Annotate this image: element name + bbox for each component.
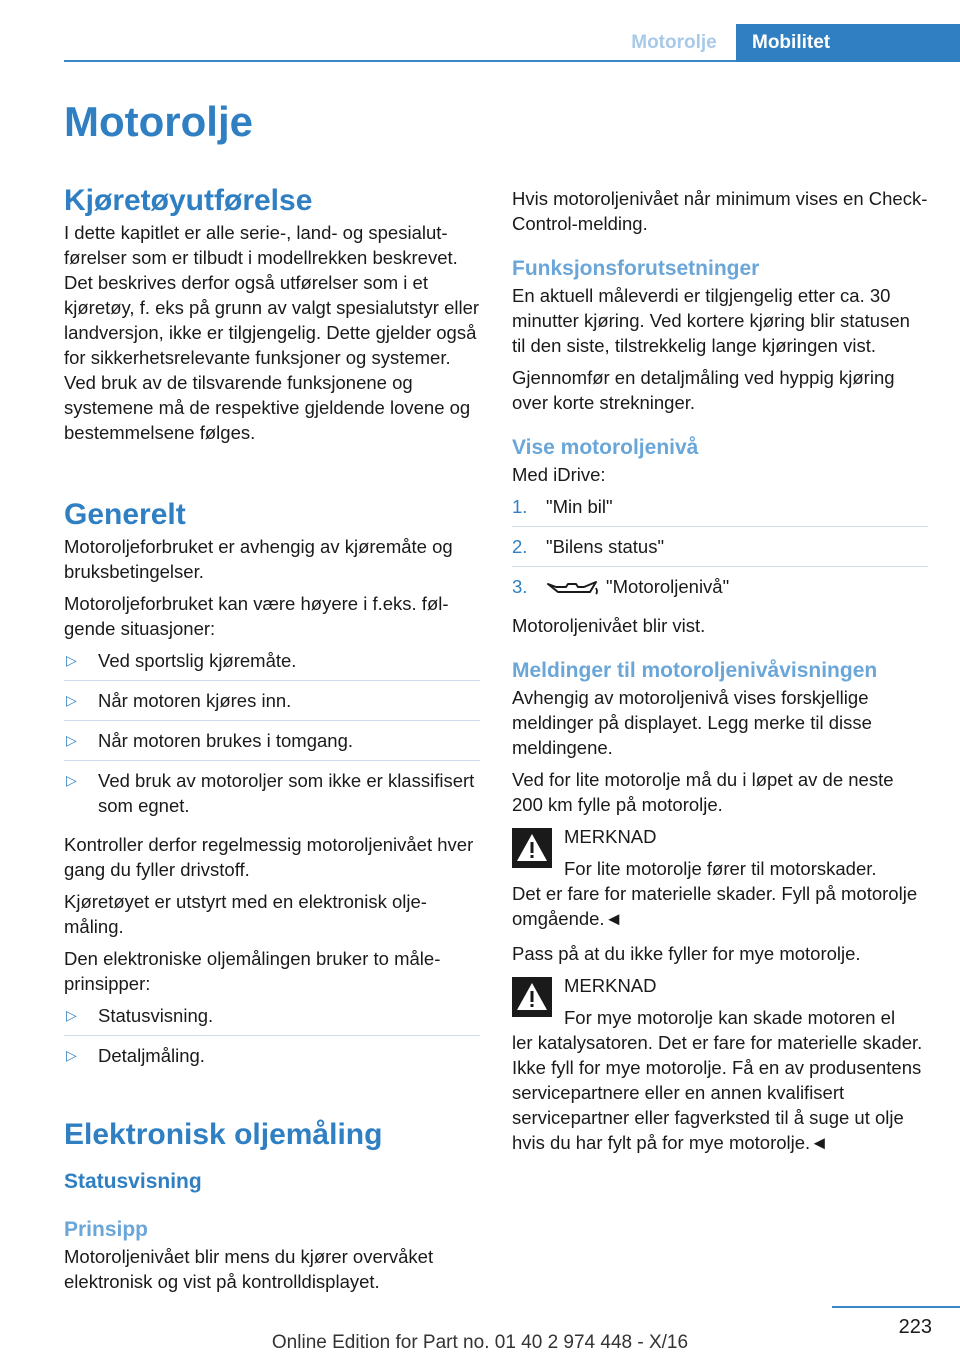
- triangle-bullet-icon: ▷: [66, 1047, 77, 1063]
- notice-too-little-oil: [512, 824, 928, 931]
- notice-label: MERKNAD: [564, 826, 657, 847]
- list-item: ▷ Ved sportslig kjøremåte.: [64, 648, 480, 681]
- paragraph: I dette kapitlet er alle serie-, land- og spesialutførelser som er tilbudt i modellrekken beskrevet. Det beskrives derfor også utførelser som i et kjøretøy, f. eks på grunn av valgt spesialutstyr eller landversjon, ikke er tilgjengelig. Dette gjelder også for sikkerhetsrelevante funksjoner og systemer. Ved bruk av de tilsvarende funksjonene og systemene må de respektive gjeldende lovene og bestemmelsene følges.: [64, 222, 480, 443]
- consumption-list: [64, 648, 480, 825]
- subheading-function-requirements: Funksjonsforutsetninger: [512, 257, 760, 280]
- triangle-bullet-icon: ▷: [66, 1007, 77, 1023]
- list-item: ▷ Detaljmåling.: [66, 1045, 205, 1066]
- notice-too-much-oil: [512, 973, 928, 1155]
- page-number: 223: [898, 1316, 932, 1338]
- footer-edition: Online Edition for Part no. 01 40 2 974 448 - X/16: [271, 1332, 689, 1353]
- paragraph: Avhengig av motoroljenivå vises forskjellige meldinger på displayet. Legg merke til disse meldingene.: [512, 687, 872, 758]
- list-item: 3. "Motoroljenivå": [512, 576, 730, 597]
- paragraph: Gjennomfør en detaljmåling ved hyppig kjøring over korte strekninger.: [512, 367, 895, 413]
- list-item: 2. "Bilens status": [512, 534, 928, 567]
- notice-label: MERKNAD: [564, 975, 657, 996]
- paragraph: Pass på at du ikke fyller for mye motorolje.: [512, 943, 861, 964]
- list-item: ▷ Når motoren brukes i tomgang.: [64, 728, 480, 761]
- steps-list: [512, 494, 928, 606]
- paragraph: Ved for lite motorolje må du i løpet av de neste 200 km fylle på motorolje.: [512, 769, 894, 815]
- paragraph: Motoroljeforbruket kan være høyere i f.eks. følgende situasjoner:: [64, 593, 449, 639]
- footer-rule: [832, 1306, 960, 1308]
- subheading-messages: Meldinger til motoroljenivåvisningen: [512, 659, 878, 682]
- warning-triangle-icon: [512, 977, 552, 1017]
- paragraph: Kjøretøyet er utstyrt med en elektronisk oljemåling.: [64, 891, 427, 937]
- tab-mobilitet[interactable]: Mobilitet: [736, 24, 960, 62]
- oil-can-icon: [546, 578, 600, 598]
- paragraph: Motoroljeforbruket er avhengig av kjøremåte og bruksbetingelser.: [64, 536, 453, 582]
- principles-list: [64, 1003, 480, 1075]
- list-item: ▷ Når motoren kjøres inn.: [64, 688, 480, 721]
- warning-triangle-icon: [512, 828, 552, 868]
- paragraph: Hvis motoroljenivået når minimum vises en Check-Control-melding.: [512, 188, 928, 234]
- notice-text: For mye motorolje kan skade motoren el: [564, 1007, 896, 1028]
- subheading-principle: Prinsipp: [64, 1218, 149, 1241]
- notice-text: For lite motorolje fører til motorskader.: [564, 858, 877, 879]
- section-heading-vehicle-version: Kjøretøyutførelse: [64, 184, 313, 217]
- triangle-bullet-icon: ▷: [66, 652, 77, 668]
- triangle-bullet-icon: ▷: [66, 732, 77, 748]
- section-heading-electronic-oil: Elektronisk oljemåling: [64, 1118, 383, 1151]
- list-item: ▷ Ved bruk av motoroljer som ikke er klassifisert som egnet.: [66, 770, 475, 816]
- subheading-status: Statusvisning: [64, 1170, 202, 1193]
- page-title: Motorolje: [64, 98, 253, 145]
- paragraph: En aktuell måleverdi er tilgjengelig etter ca. 30 minutter kjøring. Ved kortere kjøring blir statusen til den siste, tilstrekkelig lange kjøringen vist.: [512, 285, 910, 356]
- paragraph: Med iDrive:: [512, 464, 606, 485]
- paragraph: Motoroljenivået blir vist.: [512, 615, 706, 636]
- notice-text: ler katalysatoren. Det er fare for materielle skader. Ikke fyll for mye motorolje. Få en av produsentens servicepartnere eller en annen kvalifisert servicepartner eller fagverksted til å suge ut olje hvis du har fylt på for mye motorolje.◄: [512, 1032, 923, 1153]
- paragraph: Motoroljenivået blir mens du kjører overvåket elektronisk og vist på kontrolldisplayet.: [64, 1246, 434, 1292]
- tab-motorolje[interactable]: Motorolje: [631, 32, 717, 53]
- list-item: 1. "Min bil": [512, 494, 928, 527]
- paragraph: Kontroller derfor regelmessig motoroljenivået hver gang du fyller drivstoff.: [64, 834, 474, 880]
- paragraph: Den elektroniske oljemålingen bruker to måleprinsipper:: [64, 948, 441, 994]
- subheading-show-oil-level: Vise motoroljenivå: [512, 436, 699, 459]
- triangle-bullet-icon: ▷: [66, 772, 77, 788]
- section-heading-general: Generelt: [64, 498, 186, 531]
- right-column: [512, 186, 928, 1165]
- notice-text: Det er fare for materielle skader. Fyll på motorolje omgående.◄: [512, 883, 918, 929]
- list-item: ▷ Statusvisning.: [64, 1003, 480, 1036]
- triangle-bullet-icon: ▷: [66, 692, 77, 708]
- left-column: [64, 182, 480, 1301]
